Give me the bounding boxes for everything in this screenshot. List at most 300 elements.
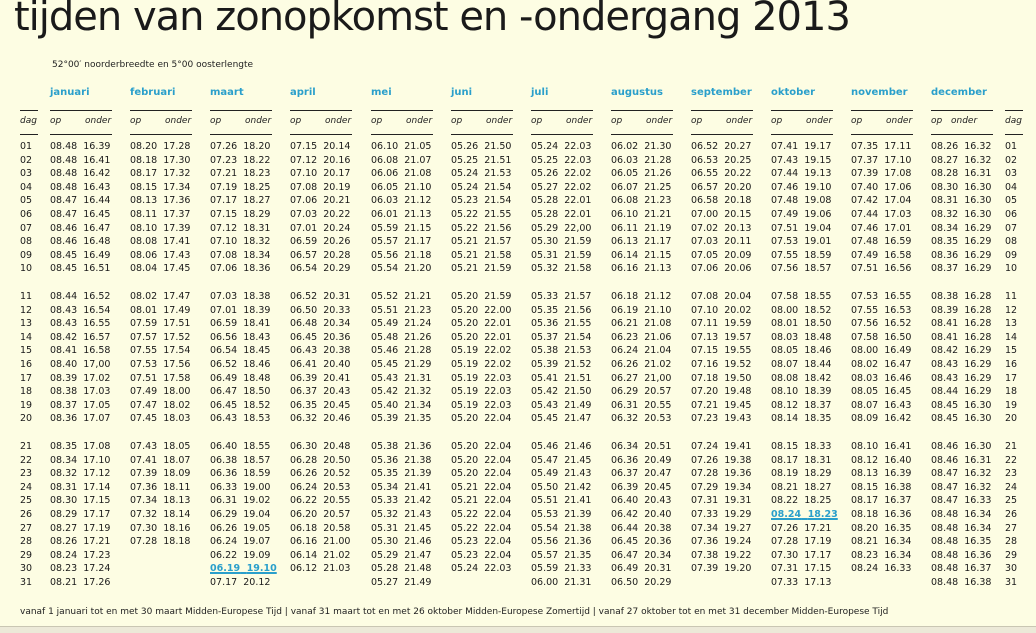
sunrise-time: 05.40 (371, 399, 399, 411)
sunrise-time: 08.26 (50, 536, 78, 548)
sunrise-time (371, 413, 431, 424)
sunrise-time[interactable]: 08.24 (771, 509, 802, 520)
sunrise-time: 06.32 (290, 413, 318, 425)
sunrise-time: 05.43 (371, 372, 399, 384)
sunset-time: 18.53 (243, 413, 271, 425)
sunrise-time: 07.48 (771, 195, 799, 207)
day-number-right: 02 (1005, 154, 1018, 166)
sunrise-time (691, 209, 751, 220)
sunrise-time (371, 318, 431, 329)
sunset-time: 21.54 (484, 195, 512, 207)
sunrise-time: 07.48 (851, 236, 879, 248)
sunset-time: 17.52 (163, 331, 191, 343)
sunset-time: 17.14 (83, 481, 111, 493)
sunrise-time (771, 195, 831, 206)
sunset-time: 21.56 (564, 304, 592, 316)
sunrise-time: 07.17 (210, 195, 238, 207)
sunrise-time: 08.36 (931, 249, 959, 261)
sunrise-time (771, 209, 831, 220)
sunset-time: 20.27 (724, 141, 752, 152)
sunrise-time: 06.14 (611, 249, 639, 261)
sunset-time: 17.45 (163, 263, 191, 275)
sunrise-time: 08.37 (50, 399, 78, 411)
sunset-time: 16.33 (964, 495, 992, 507)
sunset-time: 16.53 (884, 304, 912, 316)
day-number-left: 08 (20, 236, 33, 248)
sunrise-time (130, 141, 190, 152)
sunrise-time (371, 291, 431, 302)
sunset-time: 16.29 (964, 372, 992, 384)
sunrise-time: 07.28 (691, 468, 719, 480)
sunrise-time: 07.49 (771, 209, 799, 220)
sunset-time: 18.13 (163, 495, 191, 507)
sunrise-time: 08.01 (130, 304, 158, 316)
sunrise-time: 05.52 (371, 291, 399, 302)
sunrise-time: 07.00 (691, 209, 719, 220)
day-number-left: 11 (20, 291, 33, 302)
sunset-time: 17.58 (163, 372, 191, 384)
sunrise-time (851, 155, 911, 166)
sunset-time: 21.28 (404, 345, 432, 357)
sunrise-time (931, 509, 991, 520)
sunrise-time: 08.06 (130, 249, 158, 261)
sunrise-time: 05.20 (451, 413, 479, 425)
set-header: onder (806, 116, 833, 126)
sunrise-time (691, 550, 751, 561)
day-number-left: 12 (20, 304, 33, 316)
sunrise-time (611, 468, 671, 479)
sunset-time: 16.34 (884, 549, 912, 561)
sunrise-time (210, 332, 270, 343)
sunset-time: 16.48 (83, 236, 111, 248)
sunrise-time (451, 400, 511, 411)
month-header-juli: juli (531, 87, 549, 98)
sunrise-time (691, 168, 751, 179)
sunset-time: 18.55 (243, 441, 271, 452)
sunset-time: 19.55 (724, 345, 752, 357)
day-number-left: 03 (20, 168, 33, 180)
sunrise-time (771, 563, 831, 574)
sunrise-time (451, 468, 511, 479)
sunset-time: 20.34 (644, 549, 672, 561)
sunset-time: 19.01 (804, 236, 832, 248)
sunrise-time: 05.57 (371, 236, 399, 248)
sunset-time: 17.15 (83, 495, 111, 507)
day-number-left: 14 (20, 331, 33, 343)
sunset-time: 21.23 (404, 304, 432, 316)
sunset-time: 20.43 (323, 386, 351, 398)
sunset-time: 20.38 (323, 345, 351, 357)
sunset-time: 18.42 (804, 372, 832, 384)
sunrise-time: 05.20 (451, 441, 479, 452)
sunrise-time: 08.05 (771, 345, 799, 357)
sunset-time: 16.38 (884, 481, 912, 493)
sunrise-time (531, 236, 591, 247)
sunrise-time (771, 536, 831, 547)
sunrise-time: 08.14 (771, 413, 799, 425)
sunrise-time (290, 250, 350, 261)
sunrise-time: 06.59 (290, 236, 318, 248)
sunrise-time: 05.23 (451, 195, 479, 207)
sunrise-time (50, 263, 110, 274)
sunrise-time: 07.49 (851, 249, 879, 261)
sunrise-time (50, 373, 110, 384)
sunrise-time: 07.46 (851, 222, 879, 234)
sunrise-time (771, 413, 831, 424)
sunrise-time[interactable]: 06.19 (210, 563, 241, 575)
sunrise-time (691, 195, 751, 206)
sunset-time: 18.59 (243, 468, 271, 480)
sunrise-time (691, 223, 751, 234)
sunrise-time (50, 455, 110, 466)
sunrise-time (851, 509, 911, 520)
sunrise-time: 05.49 (371, 318, 399, 330)
sunset-time: 21.12 (404, 195, 432, 207)
sunrise-time (290, 223, 350, 234)
sunset-time: 22.04 (484, 468, 512, 480)
sunrise-time: 06.18 (611, 291, 639, 302)
sunrise-time (50, 509, 110, 520)
sunrise-time: 06.13 (611, 236, 639, 248)
sunset-time: 17.54 (163, 345, 191, 357)
sunrise-time: 08.47 (50, 209, 78, 220)
sunrise-time: 07.40 (851, 181, 879, 193)
sunset-time: 20.22 (323, 209, 351, 220)
sunrise-time: 05.51 (531, 495, 559, 507)
sunrise-time (371, 400, 431, 411)
day-number-right: 03 (1005, 168, 1018, 180)
sunset-time: 17.24 (83, 563, 111, 575)
sunrise-time (290, 332, 350, 343)
sunrise-time (531, 182, 591, 193)
sunrise-time (851, 523, 911, 534)
sunset-time: 21.13 (644, 263, 672, 275)
sunrise-time (931, 413, 991, 424)
sunset-time: 20.19 (323, 181, 351, 193)
sunset-time: 16.35 (884, 522, 912, 534)
sunrise-time (290, 386, 350, 397)
sunset-time: 17.06 (884, 181, 912, 193)
day-number-left: 27 (20, 522, 33, 534)
sunrise-time: 06.45 (611, 536, 639, 548)
sunrise-time (210, 250, 270, 261)
day-header: dag (20, 116, 37, 126)
day-number-left: 15 (20, 345, 33, 357)
sunrise-time (691, 291, 751, 302)
sunrise-time: 05.31 (531, 249, 559, 261)
sunrise-time: 08.05 (851, 386, 879, 398)
sunrise-time: 07.39 (130, 468, 158, 480)
sunrise-time (130, 155, 190, 166)
sunset-time: 16.37 (964, 563, 992, 575)
sunset-time: 18.41 (243, 318, 271, 330)
sunrise-time: 07.06 (691, 263, 719, 275)
sunrise-time (290, 168, 350, 179)
sunrise-time: 07.12 (210, 222, 238, 234)
sunrise-time (451, 209, 511, 220)
sunrise-time: 07.49 (130, 386, 158, 398)
sunrise-time (130, 400, 190, 411)
sunset-time: 16.59 (884, 236, 912, 248)
sunrise-time (611, 536, 671, 547)
sunset-time: 21.46 (404, 536, 432, 548)
sunrise-time: 07.11 (691, 318, 719, 330)
sunrise-time (691, 305, 751, 316)
sunrise-time: 08.12 (771, 399, 799, 411)
sunrise-time (371, 223, 431, 234)
sunrise-time: 08.44 (931, 386, 959, 398)
sunrise-time: 06.35 (290, 399, 318, 411)
month-header-april: april (290, 87, 316, 98)
sunrise-time: 06.26 (290, 468, 318, 480)
sunrise-time (371, 263, 431, 274)
sunset-time: 17.21 (804, 522, 832, 534)
sunrise-time (210, 400, 270, 411)
sunrise-time (50, 291, 110, 302)
sunset-time: 20.13 (724, 222, 752, 234)
sunset-time: 20.40 (323, 359, 351, 370)
sunrise-time (290, 291, 350, 302)
sunrise-time (50, 141, 110, 152)
sunset-time: 19.34 (724, 481, 752, 493)
sunrise-time (451, 305, 511, 316)
sunset-time: 18.18 (163, 536, 191, 548)
sunset-time: 22.03 (484, 399, 512, 411)
sunrise-time (371, 441, 431, 452)
sunset-time: 19.20 (724, 563, 752, 575)
dst-transition-link[interactable] (210, 563, 277, 574)
day-number-right: 11 (1005, 291, 1018, 302)
sunset-time: 21.42 (564, 481, 592, 493)
sunset-time[interactable]: 18.23 (807, 509, 838, 520)
sunrise-time (451, 141, 511, 152)
set-header: onder (406, 116, 433, 126)
day-number-right: 20 (1005, 413, 1018, 425)
sunrise-time: 06.16 (611, 263, 639, 275)
sunrise-time (50, 441, 110, 452)
sunrise-time: 08.35 (50, 441, 78, 452)
sunset-time: 18.45 (243, 345, 271, 357)
sunset-time: 17.49 (163, 304, 191, 316)
sunrise-time: 08.34 (50, 454, 78, 466)
sunrise-time (290, 468, 350, 479)
sunrise-time (851, 373, 911, 384)
sunset-time: 21.28 (644, 154, 672, 166)
sunrise-time: 08.30 (931, 181, 959, 193)
sunset-time: 22.04 (484, 441, 512, 452)
sunset-time: 17.07 (83, 413, 111, 425)
sunrise-time: 08.38 (931, 291, 959, 302)
sunrise-time (50, 563, 110, 574)
sunrise-time: 05.39 (371, 413, 399, 425)
day-number-left: 31 (20, 577, 33, 588)
sunrise-time (931, 141, 991, 152)
sunset-time: 19.02 (243, 495, 271, 507)
sunrise-time: 05.54 (371, 263, 399, 275)
sunrise-time: 06.45 (210, 399, 238, 411)
dst-transition-link[interactable] (771, 509, 838, 520)
rule (611, 134, 673, 135)
sunrise-time: 08.15 (130, 181, 158, 193)
sunset-time: 16.30 (964, 413, 992, 425)
sunrise-time: 08.37 (931, 263, 959, 275)
sunrise-time (771, 441, 831, 452)
sunrise-time: 08.47 (931, 468, 959, 480)
sunrise-time (931, 305, 991, 316)
sunrise-time (451, 345, 511, 356)
sunrise-time: 08.45 (50, 263, 78, 275)
sunrise-time: 07.10 (691, 304, 719, 316)
rule (50, 110, 112, 111)
rise-header: op (691, 116, 703, 126)
sunset-time: 16.32 (964, 141, 992, 152)
sunrise-time: 06.29 (611, 386, 639, 398)
sunrise-time (611, 168, 671, 179)
sunrise-time: 06.39 (611, 481, 639, 493)
sunset-time: 20.46 (323, 413, 351, 425)
sunset-time: 20.31 (644, 563, 672, 575)
sunset-time: 18.55 (804, 291, 832, 302)
sunrise-time (210, 359, 270, 370)
sunrise-time (611, 563, 671, 574)
month-header-oktober: oktober (771, 87, 816, 98)
sunrise-time (691, 523, 751, 534)
sunrise-time: 07.20 (691, 386, 719, 398)
sunrise-time (691, 468, 751, 479)
sunrise-time (771, 168, 831, 179)
sunset-time: 19.24 (724, 536, 752, 548)
sunrise-time (611, 373, 671, 384)
sunrise-time (531, 468, 591, 479)
rise-header: op (771, 116, 783, 126)
sunrise-time: 05.45 (531, 413, 559, 425)
sunrise-time: 07.03 (691, 236, 719, 248)
sunset-time: 21.59 (484, 291, 512, 302)
sunset-time: 18.11 (163, 481, 191, 493)
day-number-right: 19 (1005, 399, 1018, 411)
sunset-time: 21.49 (564, 399, 592, 411)
sunrise-time (130, 441, 190, 452)
sunset-time: 21.46 (564, 441, 592, 452)
sunrise-time: 08.48 (931, 563, 959, 575)
sunrise-time (531, 223, 591, 234)
sunrise-time: 08.01 (771, 318, 799, 330)
sunset-time: 16.29 (964, 359, 992, 370)
sunset-time[interactable]: 19.10 (246, 563, 277, 575)
sunrise-time (371, 155, 431, 166)
sunrise-time: 08.18 (851, 509, 879, 520)
sunrise-time: 05.51 (371, 304, 399, 316)
sunrise-time (531, 413, 591, 424)
sunrise-time: 06.26 (210, 522, 238, 534)
sunrise-time: 05.20 (451, 318, 479, 330)
sunset-time: 20.06 (724, 263, 752, 275)
sunset-time: 22.04 (484, 536, 512, 548)
sunrise-time (771, 523, 831, 534)
sunset-time: 21.54 (564, 331, 592, 343)
sunrise-time (771, 250, 831, 261)
sunrise-time: 05.32 (531, 263, 559, 275)
day-number-right: 25 (1005, 495, 1018, 507)
sunset-time: 21.43 (404, 509, 432, 520)
sunrise-time (931, 373, 991, 384)
day-number-right: 17 (1005, 372, 1018, 384)
sunset-time: 16.55 (83, 318, 111, 330)
sunrise-time (290, 345, 350, 356)
sunrise-time (931, 209, 991, 220)
sunrise-time (771, 332, 831, 343)
sunrise-time: 08.02 (130, 291, 158, 302)
sunrise-time (451, 250, 511, 261)
sunset-time: 20.36 (323, 331, 351, 343)
sunrise-time (691, 155, 751, 166)
sunrise-time (691, 263, 751, 274)
set-header: onder (325, 116, 352, 126)
sunset-time: 18.48 (243, 372, 271, 384)
sunrise-time (531, 168, 591, 179)
sunrise-time (531, 400, 591, 411)
sunrise-time: 06.10 (371, 141, 399, 152)
sunrise-time (771, 577, 831, 588)
sunrise-time: 05.22 (451, 222, 479, 234)
sunrise-time (691, 482, 751, 493)
sunrise-time: 05.36 (371, 454, 399, 466)
sunrise-time: 08.48 (50, 141, 78, 152)
sunrise-time (290, 182, 350, 193)
sunset-time: 16.28 (964, 331, 992, 343)
sunset-time: 16.52 (83, 291, 111, 302)
sunrise-time: 08.44 (50, 291, 78, 302)
sunrise-time (691, 563, 751, 574)
sunset-time: 21.45 (404, 522, 432, 534)
sunset-time: 20.04 (724, 291, 752, 302)
sunrise-time (931, 550, 991, 561)
sunrise-time (931, 345, 991, 356)
sunrise-time (50, 195, 110, 206)
sunrise-time: 05.29 (371, 549, 399, 561)
sunrise-time (50, 577, 110, 588)
sunrise-time (611, 455, 671, 466)
sunset-time: 21.03 (323, 563, 351, 575)
sunset-time: 21.05 (404, 141, 432, 152)
sunrise-time: 08.10 (130, 222, 158, 234)
sunset-time: 16.52 (884, 318, 912, 330)
sunrise-time (210, 455, 270, 466)
sunrise-time (611, 195, 671, 206)
sunset-time: 16.45 (884, 386, 912, 398)
sunset-time: 21.35 (404, 413, 432, 425)
sunset-time: 21.51 (564, 372, 592, 384)
sunrise-time: 06.52 (210, 359, 238, 370)
sunrise-time: 06.22 (290, 495, 318, 507)
sunrise-time (50, 236, 110, 247)
sunrise-time: 08.24 (50, 549, 78, 561)
sunset-time: 19.52 (724, 359, 752, 370)
sunrise-time (130, 468, 190, 479)
sunrise-time (531, 482, 591, 493)
sunset-time: 21.31 (404, 372, 432, 384)
sunset-time: 16.51 (83, 263, 111, 275)
sunrise-time: 07.36 (130, 481, 158, 493)
sunset-time: 16.44 (83, 195, 111, 207)
sunset-time: 17.30 (163, 154, 191, 166)
sunset-time: 21.25 (644, 181, 672, 193)
sunrise-time (691, 373, 751, 384)
sunrise-time (50, 386, 110, 397)
sunset-time: 16.50 (884, 331, 912, 343)
sunset-time: 21.39 (564, 509, 592, 520)
sunset-time: 16.57 (83, 331, 111, 343)
